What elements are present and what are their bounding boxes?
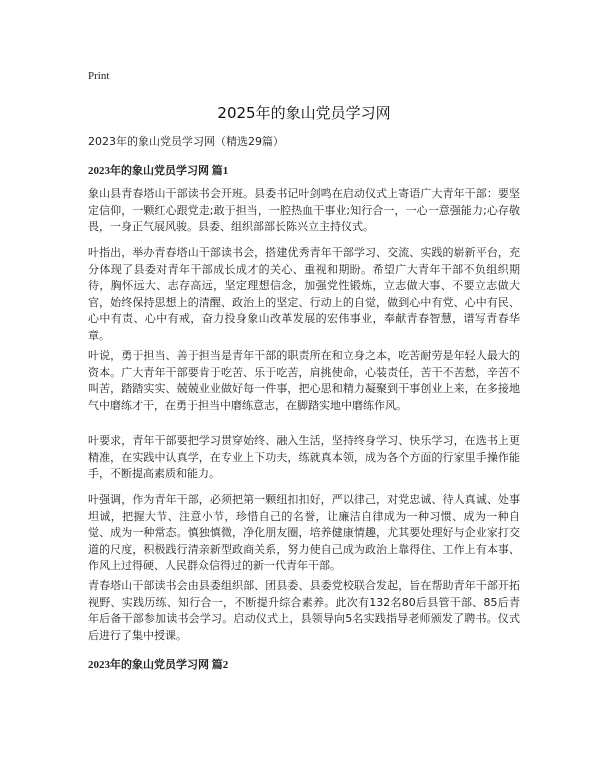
paragraph-6: 青春塔山干部读书会由县委组织部、团县委、县委党校联合发起，旨在帮助青年干部开拓视野、实践历练、知行合一，不断提升综合素养。此次有132名80后县管干部、85后青年后备干部参加读书会学习。启动仪式上，县领导向5名实践指导老师颁发了聘书。仪式后进行了集中授课。 bbox=[88, 579, 520, 642]
paragraph-1: 象山县青春塔山干部读书会开班。县委书记叶剑鸣在启动仪式上寄语广大青年干部：要坚定信仰，一颗红心跟党走;敢于担当，一腔热血干事业;知行合一，一心一意强能力;心存敬畏，一身正气展风骏。县委、组织部部长陈兴立主持仪式。 bbox=[88, 187, 520, 233]
document-title: 2025年的象山党员学习网 bbox=[217, 104, 391, 122]
paragraph-4: 叶要求，青年干部要把学习贯穿始终、融入生活，坚持终身学习、快乐学习，在选书上更精准，在实践中认真学，在专业上下功夫，练就真本领，成为各个方面的行家里手操作能手，不断提高素质和能力。 bbox=[88, 434, 520, 480]
paragraph-3: 叶说，勇于担当、善于担当是青年干部的职责所在和立身之本，吃苦耐劳是年轻人最大的资本。广大青年干部要肯于吃苦、乐于吃苦，肩挑使命，心装责任，苦干不苦愁，辛苦不叫苦，踏踏实实、兢兢业业做好每一件事，把心思和精力凝聚到干事创业上来，在多接地气中磨练才干，在勇于担当中磨练意志，在脚踏实地中磨练作风。 bbox=[88, 349, 520, 412]
section-heading-2: 2023年的象山党员学习网 篇2 bbox=[88, 659, 229, 671]
paragraph-2: 叶指出，举办青春塔山干部读书会，搭建优秀青年干部学习、交流、实践的崭新平台，充分体现了县委对青年干部成长成才的关心、重视和期盼。希望广大青年干部不负组织期待，胸怀远大、志存高远，坚定理想信念，加强党性锻炼，立志做大事、不要立志做大官，始终保持思想上的清醒、政治上的坚定、行动上的自觉，做到心中有党、心中有民、心中有责、心中有戒，奋力投身象山改革发展的宏伟事业，奉献青春智慧，谱写青春华章。 bbox=[88, 246, 520, 341]
section-heading-1: 2023年的象山党员学习网 篇1 bbox=[88, 165, 229, 177]
paragraph-5: 叶强调，作为青年干部，必须把第一颗纽扣扣好，严以律己，对党忠诚、待人真诚、处事坦诚，把握大节、注意小节，珍惜自己的名誉，让廉洁自律成为一种习惯、成为一种自觉、成为一种常态。慎独慎微，净化朋友圈，培养健康情趣，尤其要处理好与企业家打交道的尺度，积极践行清亲新型政商关系，努力使自己成为政治上靠得住、工作上有本事、作风上过得硬、人民群众信得过的新一代青年干部。 bbox=[88, 493, 520, 572]
document-subtitle: 2023年的象山党员学习网（精选29篇） bbox=[88, 135, 284, 148]
print-link[interactable]: Print bbox=[88, 70, 110, 82]
